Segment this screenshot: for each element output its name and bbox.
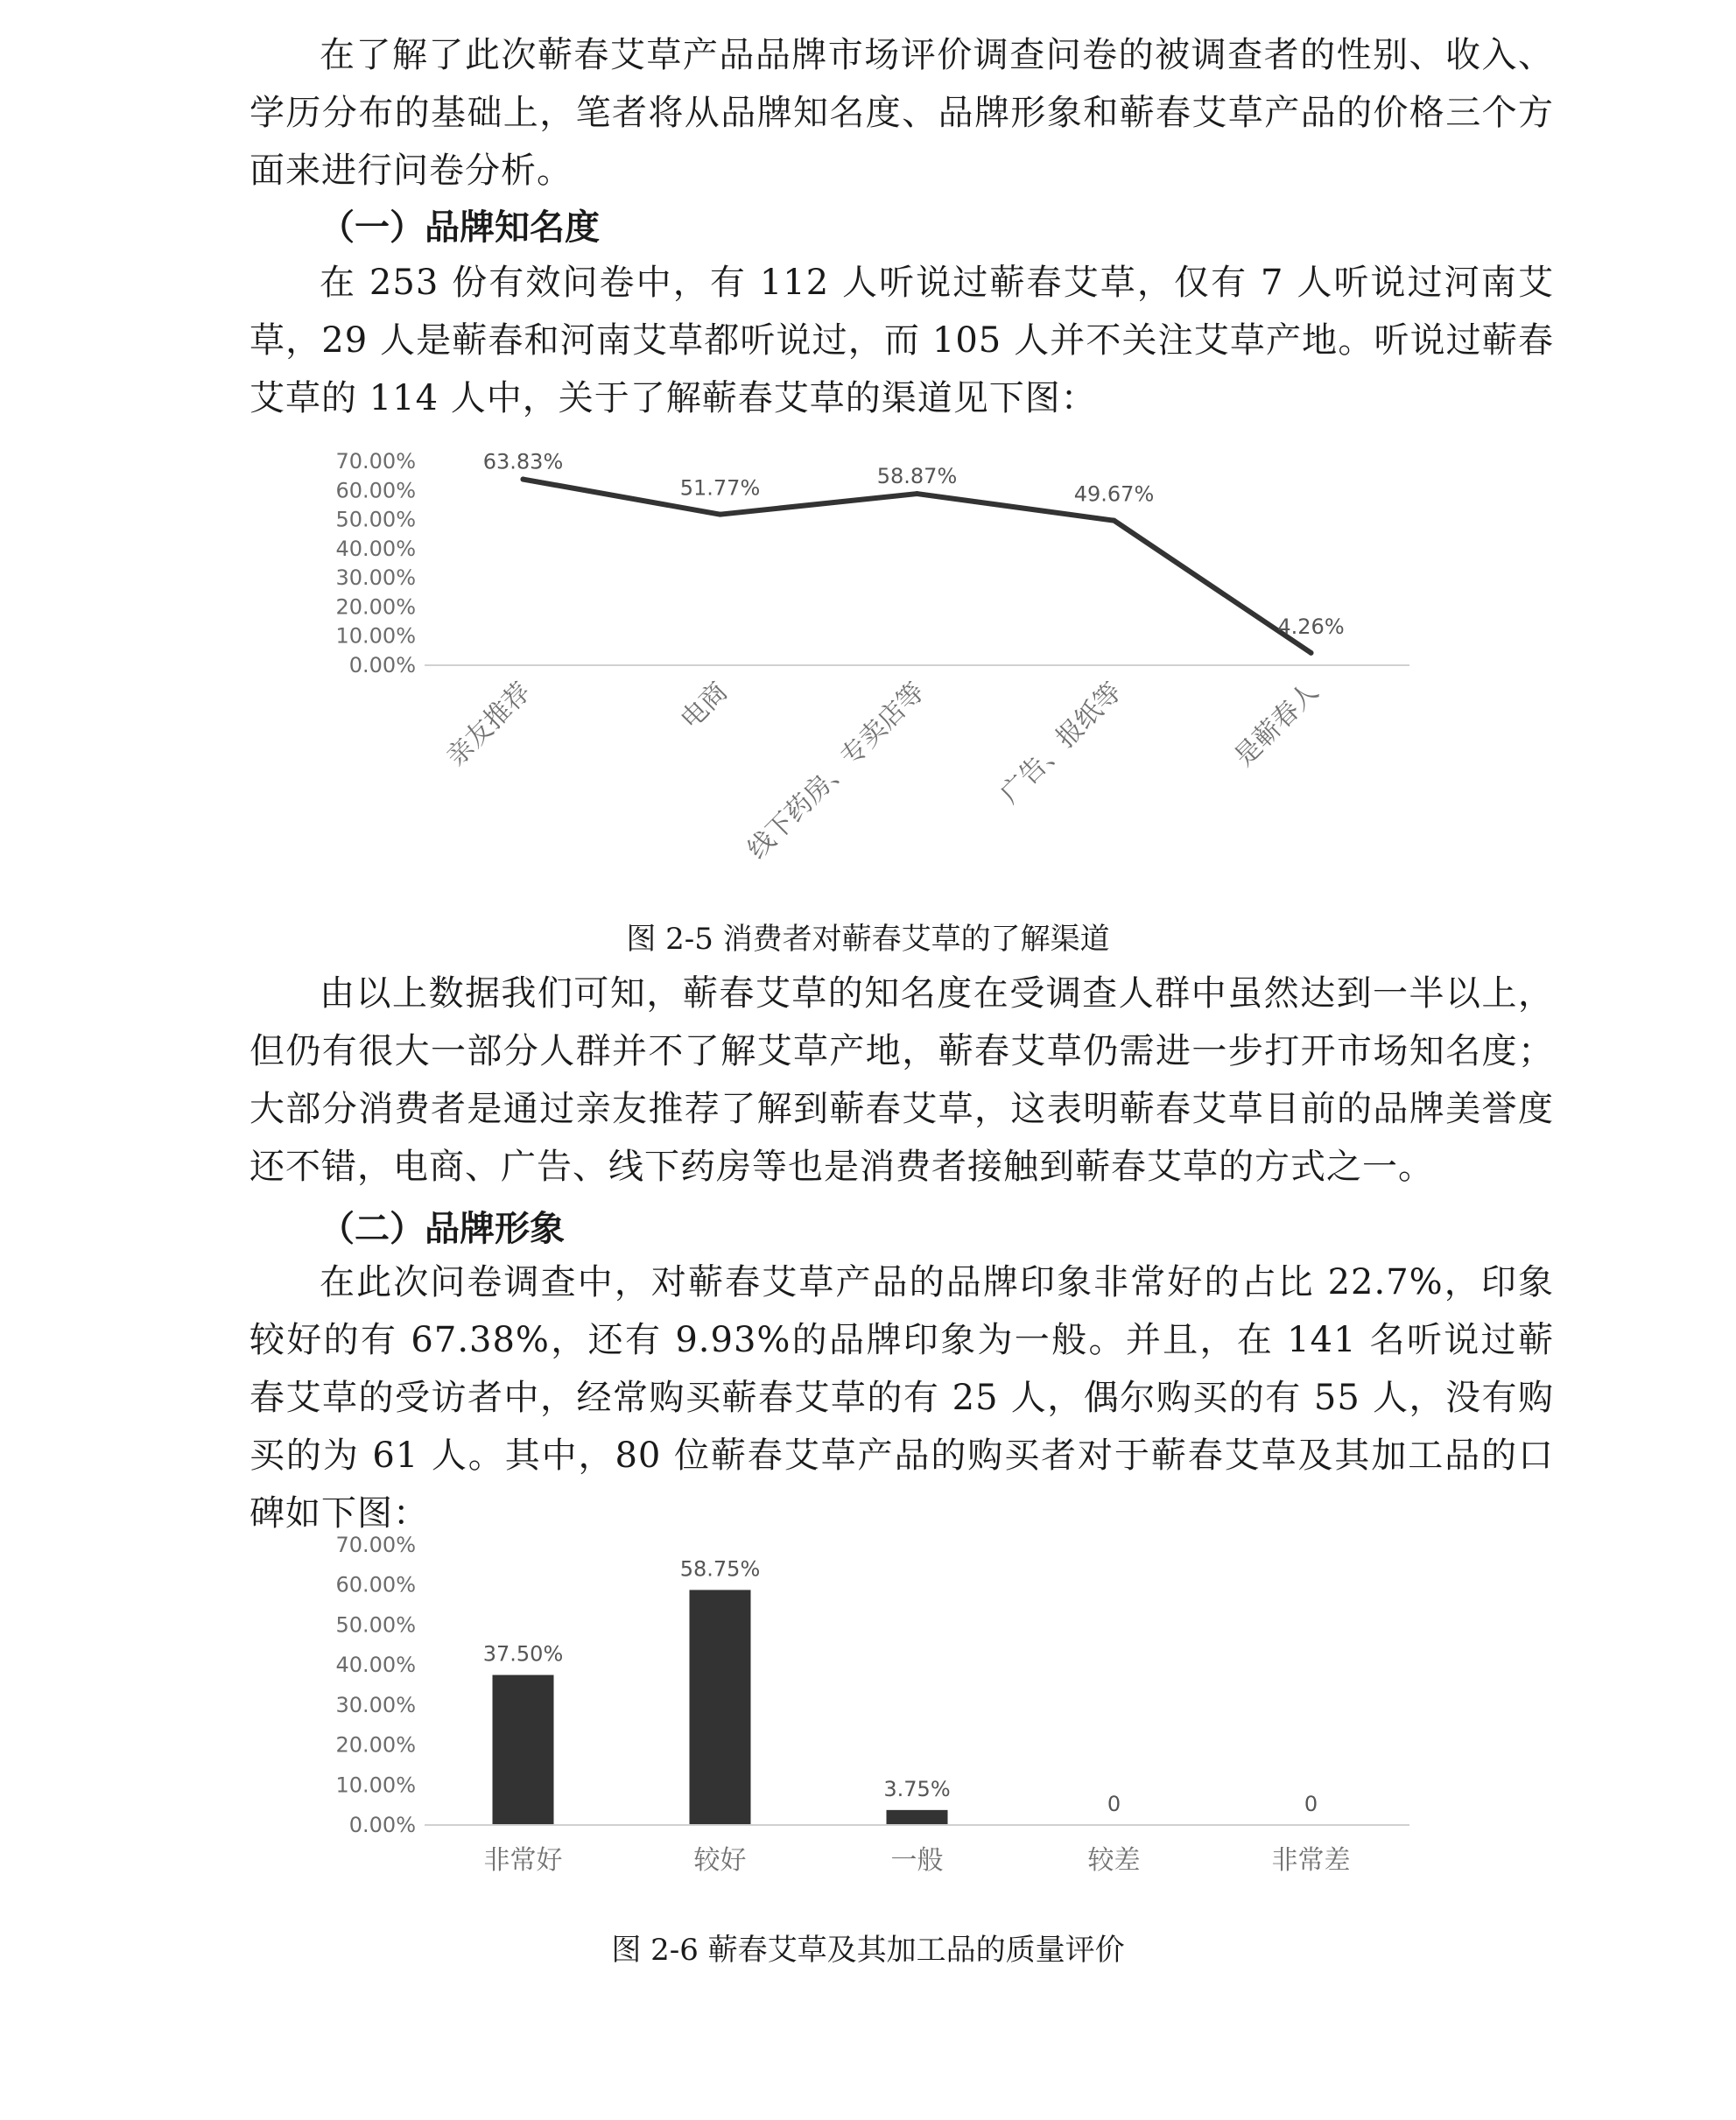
y-tick-label: 20.00% [335,594,416,620]
x-category-label: 一般 [890,1845,944,1876]
x-category-label: 较好 [693,1845,747,1876]
data-point [718,512,723,517]
data-point [521,477,526,482]
paragraph-brand-image: 在此次问卷调查中，对蕲春艾草产品的品牌印象非常好的占比 22.7%，印象较好的有 67.38%，还有 9.93%的品牌印象为一般。并且，在 141 名听说过蕲春艾草的受访者中，经常购买蕲春艾草的有 25 人，偶尔购买的有 55 人，没有购买的为 61 人。其中，80 位蕲春艾草产品的购买者对于蕲春艾草及其加工品的口碑如下图： [250,1262,1554,1534]
x-category-label: 较差 [1087,1845,1141,1876]
y-tick-label: 70.00% [335,449,416,474]
data-label: 63.83% [482,449,564,474]
bar-chart-quality-rating [315,1523,1471,1899]
data-label: 3.75% [883,1776,951,1801]
data-label: 37.50% [482,1641,564,1667]
data-label: 0 [1107,1792,1121,1816]
data-label: 0 [1304,1792,1318,1816]
line-chart-awareness-channels [315,442,1471,897]
heading-brand-awareness: （一）品牌知名度 [320,207,600,248]
data-label: 49.67% [1073,481,1155,507]
bar [493,1675,554,1825]
data-point [1309,650,1314,656]
y-tick-label: 10.00% [335,1773,416,1798]
x-category-label: 广告、报纸等 [995,676,1128,810]
figure-caption-2-5: 图 2-5 消费者对蕲春艾草的了解渠道 [626,922,1110,957]
figure-caption-2-6: 图 2-6 蕲春艾草及其加工品的质量评价 [611,1933,1125,1968]
y-tick-label: 0.00% [348,1813,416,1837]
data-label: 51.77% [679,475,761,501]
data-label: 58.75% [679,1556,761,1582]
x-category-label: 亲友推荐 [440,676,538,773]
y-tick-label: 60.00% [335,478,416,503]
y-tick-label: 50.00% [335,1612,416,1638]
series-line [524,480,1311,653]
data-label: 58.87% [876,464,958,489]
y-tick-label: 40.00% [335,1653,416,1678]
paragraph-conclusion: 由以上数据我们可知，蕲春艾草的知名度在受调查人群中虽然达到一半以上，但仍有很大一部分人群并不了解艾草产地，蕲春艾草仍需进一步打开市场知名度；大部分消费者是通过亲友推荐了解到蕲春艾草，这表明蕲春艾草目前的品牌美誉度还不错，电商、广告、线下药房等也是消费者接触到蕲春艾草的方式之一。 [250,973,1554,1187]
y-tick-label: 20.00% [335,1732,416,1758]
paragraph-intro: 在了解了此次蕲春艾草产品品牌市场评价调查问卷的被调查者的性别、收入、学历分布的基础上，笔者将从品牌知名度、品牌形象和蕲春艾草产品的价格三个方面来进行问卷分析。 [250,35,1554,191]
y-tick-label: 0.00% [348,653,416,677]
x-category-label: 线下药房、专卖店等 [741,676,931,866]
paragraph-awareness: 在 253 份有效问卷中，有 112 人听说过蕲春艾草，仅有 7 人听说过河南艾草，29 人是蕲春和河南艾草都听说过，而 105 人并不关注艾草产地。听说过蕲春艾草的 114 人中，关于了解蕲春艾草的渠道见下图： [250,263,1554,418]
x-category-label: 是蕲春人 [1228,676,1325,773]
bar [887,1810,948,1825]
x-category-label: 非常差 [1271,1845,1351,1876]
data-point [1112,518,1117,523]
y-tick-label: 60.00% [335,1572,416,1597]
data-point [915,491,920,496]
y-tick-label: 30.00% [335,1692,416,1717]
bar [690,1590,751,1825]
x-category-label: 电商 [674,676,734,736]
y-tick-label: 50.00% [335,507,416,532]
data-label: 4.26% [1277,614,1345,639]
y-tick-label: 70.00% [335,1533,416,1557]
x-category-label: 非常好 [483,1845,563,1876]
heading-brand-image: （二）品牌形象 [320,1209,565,1249]
y-tick-label: 10.00% [335,623,416,649]
y-tick-label: 40.00% [335,536,416,561]
y-tick-label: 30.00% [335,565,416,591]
